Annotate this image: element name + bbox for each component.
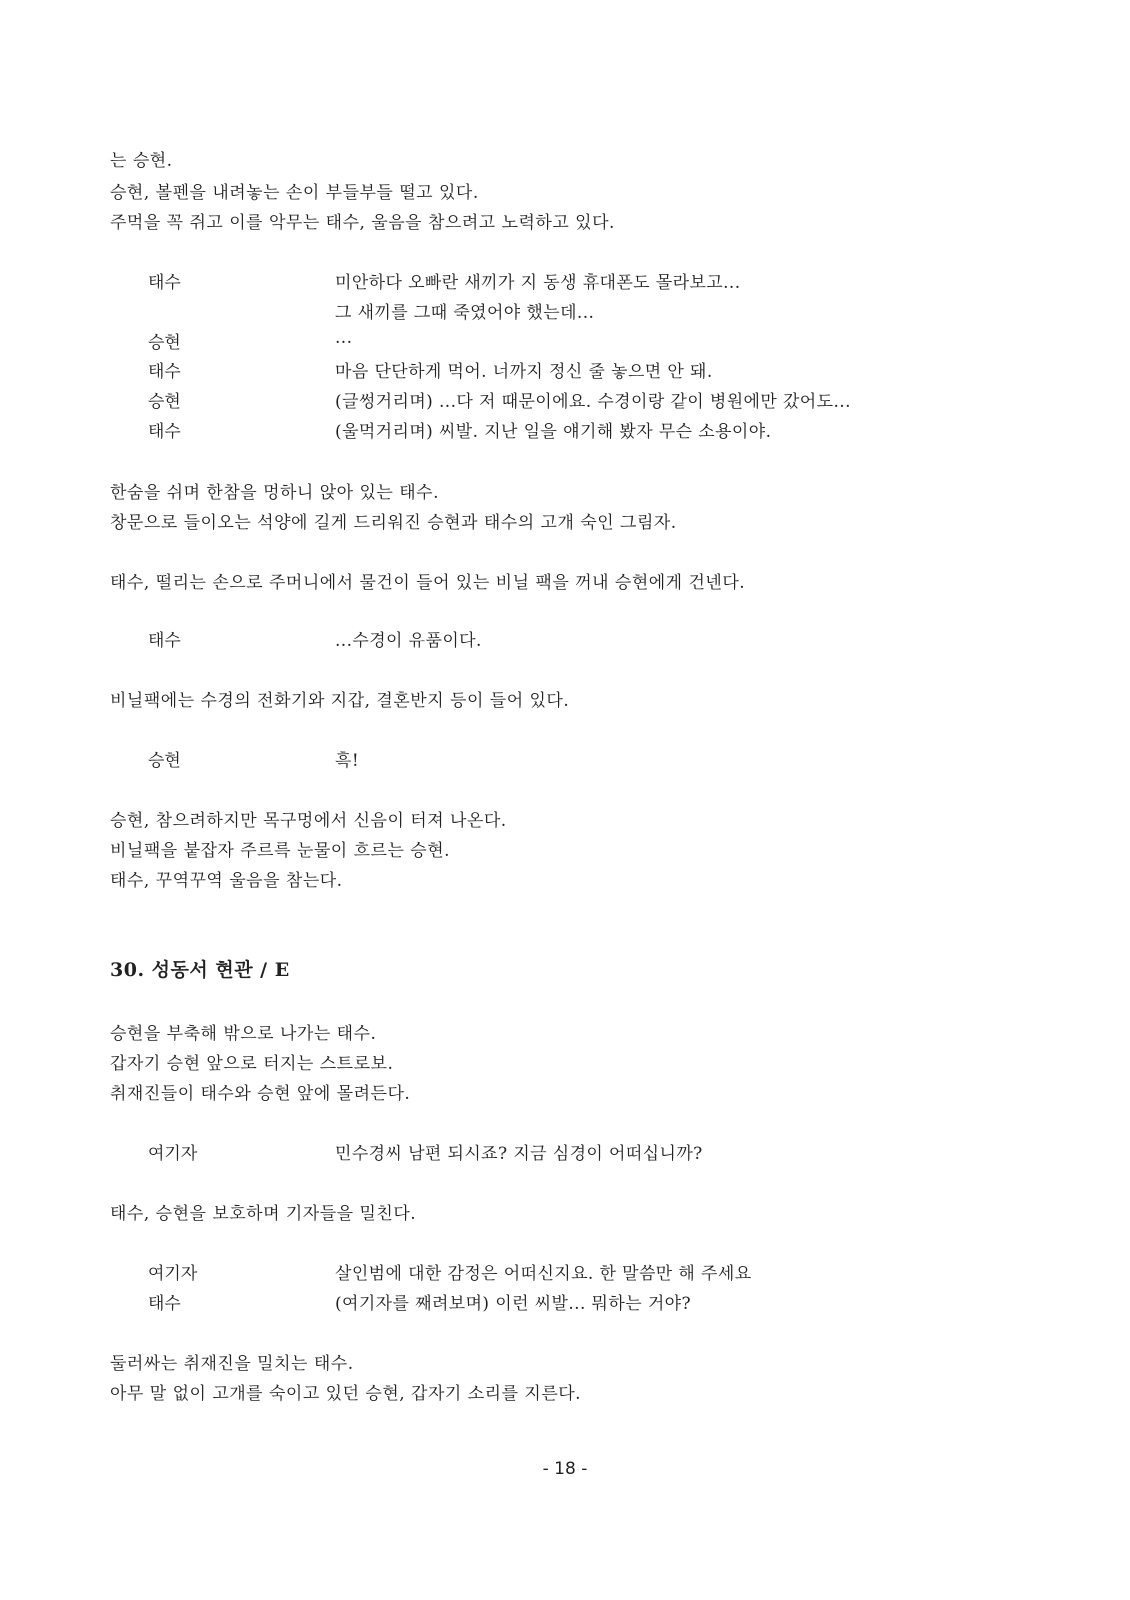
speaker-name: 태수 <box>148 362 181 382</box>
speaker-name: 승현 <box>148 751 181 771</box>
dialogue-line: 그 새끼를 그때 죽였어야 했는데... <box>335 303 595 323</box>
speaker-name: 승현 <box>148 392 181 412</box>
action-line: 태수, 꾸역꾸역 울음을 참는다. <box>110 871 343 891</box>
dialogue-line: ... <box>335 328 353 348</box>
dialogue-line: (울먹거리며) 씨발. 지난 일을 얘기해 봤자 무슨 소용이야. <box>335 422 772 442</box>
action-line: 태수, 떨리는 손으로 주머니에서 물건이 들어 있는 비닐 팩을 꺼내 승현에게 건넨다. <box>110 573 746 593</box>
action-line: 취재진들이 태수와 승현 앞에 몰려든다. <box>110 1084 411 1104</box>
action-line: 승현을 부축해 밖으로 나가는 태수. <box>110 1024 377 1044</box>
dialogue-line: 흑! <box>335 751 360 771</box>
action-line: 는 승현. <box>110 151 173 171</box>
dialogue-line: 마음 단단하게 먹어. 너까지 정신 줄 놓으면 안 돼. <box>335 362 713 382</box>
action-line: 갑자기 승현 앞으로 터지는 스트로보. <box>110 1054 394 1074</box>
action-line: 아무 말 없이 고개를 숙이고 있던 승현, 갑자기 소리를 지른다. <box>110 1384 582 1404</box>
speaker-name: 여기자 <box>148 1144 198 1164</box>
action-line: 비닐팩을 붙잡자 주르륵 눈물이 흐르는 승현. <box>110 841 451 861</box>
action-line: 승현, 볼펜을 내려놓는 손이 부들부들 떨고 있다. <box>110 183 479 203</box>
speaker-name: 태수 <box>148 631 181 651</box>
speaker-name: 태수 <box>148 1294 181 1314</box>
action-line: 승현, 참으려하지만 목구멍에서 신음이 터져 나온다. <box>110 811 507 831</box>
speaker-name: 태수 <box>148 273 181 293</box>
dialogue-line: ...수경이 유품이다. <box>335 631 482 651</box>
dialogue-line: 미안하다 오빠란 새끼가 지 동생 휴대폰도 몰라보고... <box>335 273 741 293</box>
action-line: 비닐팩에는 수경의 전화기와 지갑, 결혼반지 등이 들어 있다. <box>110 691 570 711</box>
action-line: 창문으로 들이오는 석양에 길게 드리워진 승현과 태수의 고개 숙인 그림자. <box>110 513 677 533</box>
speaker-name: 승현 <box>148 333 181 353</box>
action-line: 태수, 승현을 보호하며 기자들을 밀친다. <box>110 1204 417 1224</box>
speaker-name: 여기자 <box>148 1264 198 1284</box>
dialogue-line: 민수경씨 남편 되시죠? 지금 심경이 어떠십니까? <box>335 1144 703 1164</box>
action-line: 주먹을 꼭 쥐고 이를 악무는 태수, 울음을 참으려고 노력하고 있다. <box>110 213 615 233</box>
page-number: - 18 - <box>542 1459 588 1479</box>
dialogue-line: (글썽거리며) ...다 저 때문이에요. 수경이랑 같이 병원에만 갔어도... <box>335 392 851 412</box>
dialogue-line: 살인범에 대한 감정은 어떠신지요. 한 말씀만 해 주세요 <box>335 1264 752 1284</box>
dialogue-line: (여기자를 째려보며) 이런 씨발... 뭐하는 거야? <box>335 1294 691 1314</box>
speaker-name: 태수 <box>148 422 181 442</box>
scene-heading: 30. 성동서 현관 / E <box>110 959 290 981</box>
action-line: 한숨을 쉬며 한참을 멍하니 앉아 있는 태수. <box>110 483 440 503</box>
action-line: 둘러싸는 취재진을 밀치는 태수. <box>110 1354 354 1374</box>
